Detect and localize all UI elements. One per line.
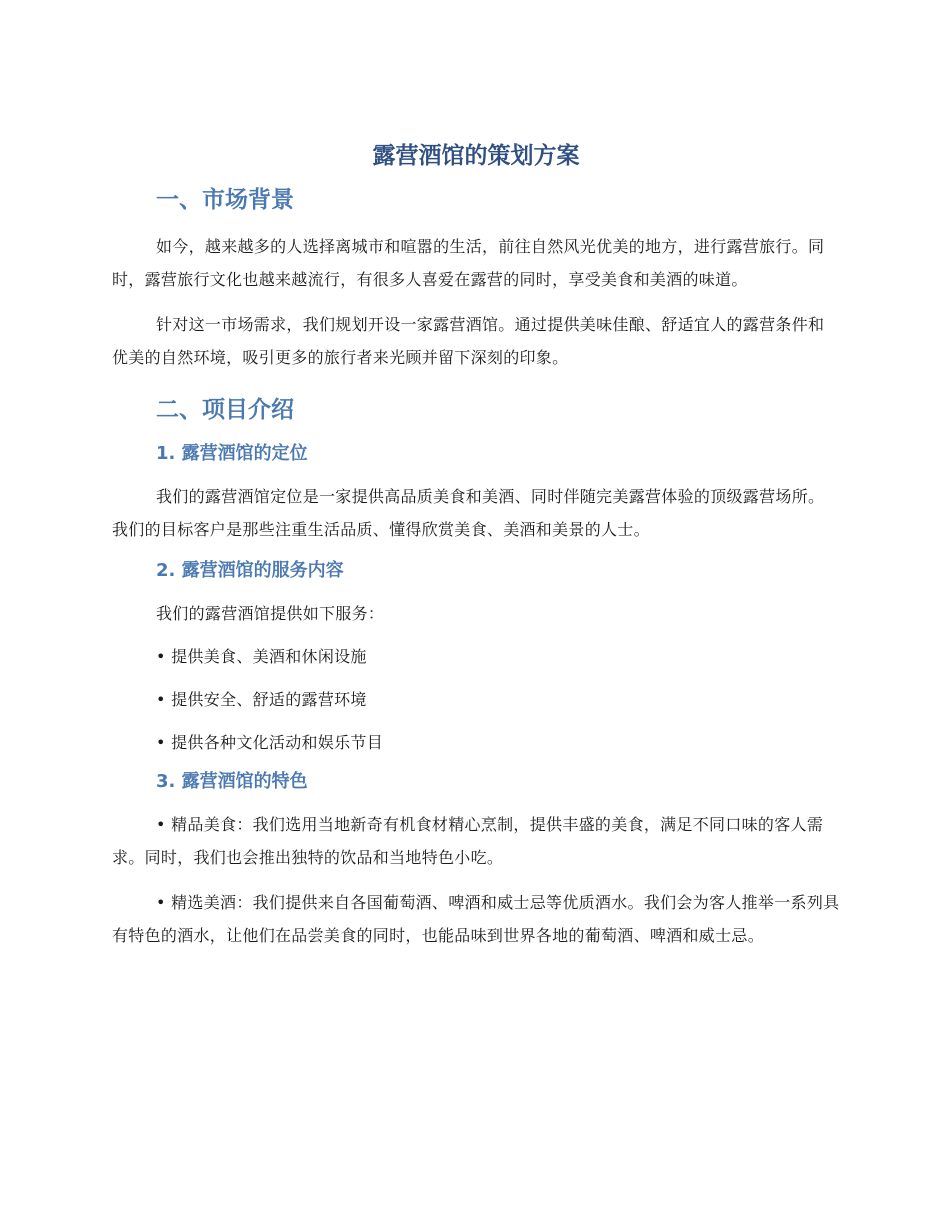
list-item: • 精选美酒：我们提供来自各国葡萄酒、啤酒和威士忌等优质酒水。我们会为客人推举一系列具有特色的酒水，让他们在品尝美食的同时，也能品味到世界各地的葡萄酒、啤酒和威士忌。 (112, 893, 840, 946)
paragraph: 如今，越来越多的人选择离城市和喧嚣的生活，前往自然风光优美的地方，进行露营旅行。同时，露营旅行文化也越来越流行，有很多人喜爱在露营的同时，享受美食和美酒的味道。 (112, 237, 825, 290)
list-item: • 提供安全、舒适的露营环境 (156, 689, 367, 709)
list-item: • 精品美食：我们选用当地新奇有机食材精心烹制，提供丰盛的美食，满足不同口味的客人需求。同时，我们也会推出独特的饮品和当地特色小吃。 (112, 815, 824, 868)
paragraph: 我们的露营酒馆定位是一家提供高品质美食和美酒、同时伴随完美露营体验的顶级露营场所。我们的目标客户是那些注重生活品质、懂得欣赏美食、美酒和美景的人士。 (112, 486, 825, 539)
subsection-heading-features: 3. 露营酒馆的特色 (156, 770, 308, 792)
paragraph: 我们的露营酒馆提供如下服务： (156, 603, 385, 623)
section-heading-market-background: 一、市场背景 (156, 187, 294, 214)
paragraph: 针对这一市场需求，我们规划开设一家露营酒馆。通过提供美味佳酿、舒适宜人的露营条件和优美的自然环境，吸引更多的旅行者来光顾并留下深刻的印象。 (112, 315, 825, 368)
subsection-heading-services: 2. 露营酒馆的服务内容 (156, 559, 344, 581)
list-item: • 提供美食、美酒和休闲设施 (156, 646, 367, 666)
document-title: 露营酒馆的策划方案 (372, 143, 580, 169)
document-page (112, 140, 840, 964)
subsection-heading-positioning: 1. 露营酒馆的定位 (156, 442, 308, 464)
section-heading-project-intro: 二、项目介绍 (156, 397, 294, 424)
list-item: • 提供各种文化活动和娱乐节目 (156, 732, 384, 752)
